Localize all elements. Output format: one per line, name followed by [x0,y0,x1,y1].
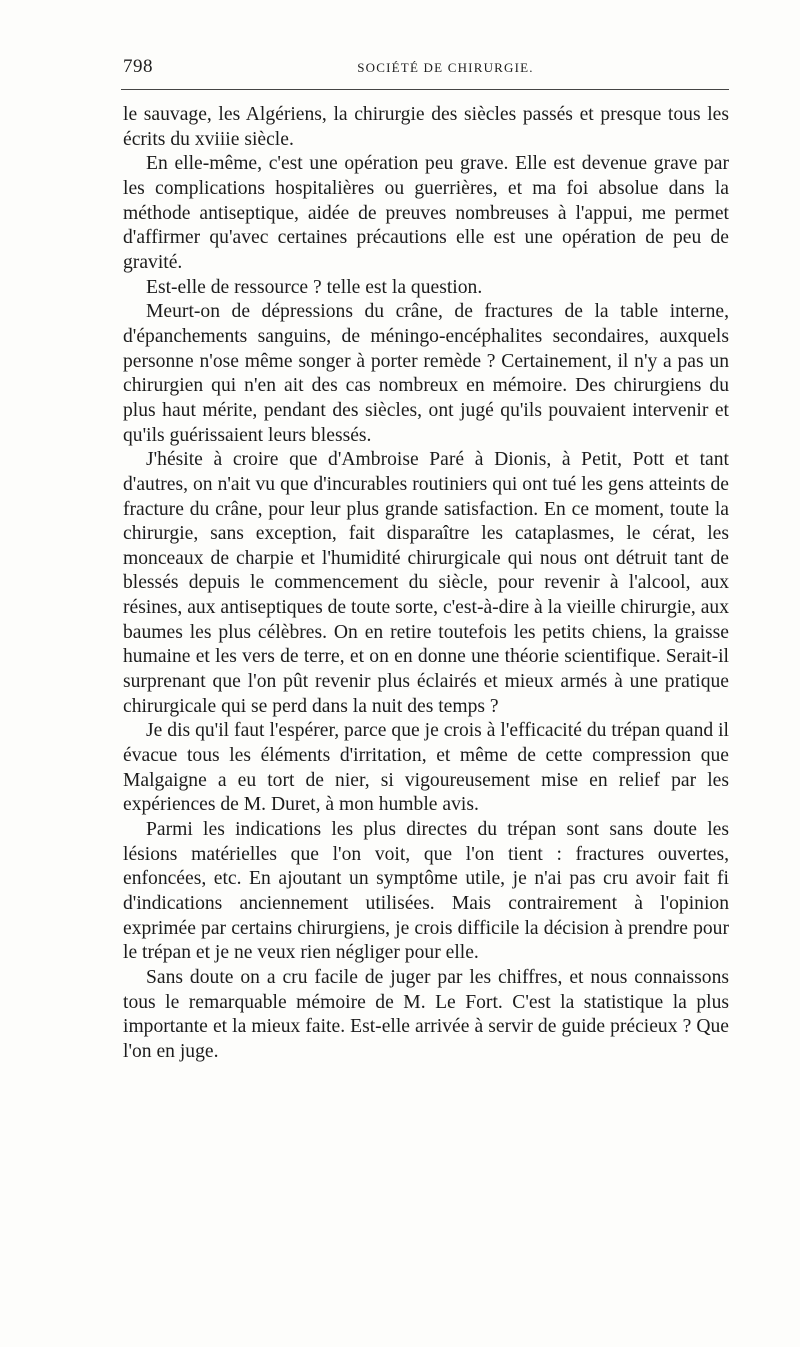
page-number: 798 [123,56,153,77]
paragraph-3: Est-elle de ressource ? telle est la question. [146,276,483,298]
paragraph-8: Sans doute on a cru facile de juger par les chiffres, et nous connaissons tous le remarquable mémoire de M. Le Fort. C'est la statistique la plus importante et la mieux faite. Est-elle arrivée à servir de guide précieux ? Que l'on en juge. [123,966,729,1062]
paragraph-7: Parmi les indications les plus directes du trépan sont sans doute les lésions matérielles que l'on voit, que l'on tient : fractures ouvertes, enfoncées, etc. En ajoutant un symptôme utile, je n'ai pas cru avoir fait fi d'indications anciennement utilisées. Mais contrairement à l'opinion exprimée par certains chirurgiens, je crois difficile la décision à prendre pour le trépan et je ne veux rien négliger pour elle. [123,819,729,964]
paragraph-4: Meurt-on de dépressions du crâne, de fractures de la table interne, d'épanchements sanguins, de méningo-encéphalites secondaires, auxquels personne n'ose même songer à porter remède ? Certainement, il n'y a pas un chirurgien qui n'en ait des cas nombreux en mémoire. Des chirurgiens du plus haut mérite, pendant des siècles, ont jugé qu'ils pouvaient intervenir et qu'ils guérissaient leurs blessés. [123,301,729,446]
header-rule [121,89,729,90]
running-title: SOCIÉTÉ DE CHIRURGIE. [357,60,534,75]
paragraph-5: J'hésite à croire que d'Ambroise Paré à Dionis, à Petit, Pott et tant d'autres, on n'ait vu que d'incurables routiniers qui ont tué les gens atteints de fracture du crâne, pour leur plus grande satisfaction. En ce moment, toute la chirurgie, sans exception, fait disparaître les cataplasmes, le cérat, les monceaux de charpie et l'humidité chirurgicale qui nous ont détruit tant de blessés depuis le commencement du siècle, pour revenir à l'alcool, aux résines, aux antiseptiques de toute sorte, c'est-à-dire à la vieille chirurgie, aux baumes les plus célèbres. On en retire toutefois les petits chiens, la graisse humaine et les vers de terre, et on en donne une théorie scientifique. Serait-il surprenant que l'on pût revenir plus éclairés et mieux armés à une pratique chirurgicale qui se perd dans la nuit des temps ? [123,449,729,717]
paragraph-1: le sauvage, les Algériens, la chirurgie des siècles passés et presque tous les écrits du xviiie siècle. [123,104,729,150]
page-header [123,56,728,84]
body-text [123,103,729,1065]
paragraph-2: En elle-même, c'est une opération peu grave. Elle est devenue grave par les complications hospitalières ou guerrières, et ma foi absolue dans la méthode antiseptique, aidée de preuves nombreuses à l'appui, me permet d'affirmer qu'avec certaines précautions elle est une opération de peu de gravité. [123,153,729,273]
paragraph-6: Je dis qu'il faut l'espérer, parce que je crois à l'efficacité du trépan quand il évacue tous les éléments d'irritation, et même de cette compression que Malgaigne a eu tort de nier, si vigoureusement mise en relief par les expériences de M. Duret, à mon humble avis. [123,720,729,816]
